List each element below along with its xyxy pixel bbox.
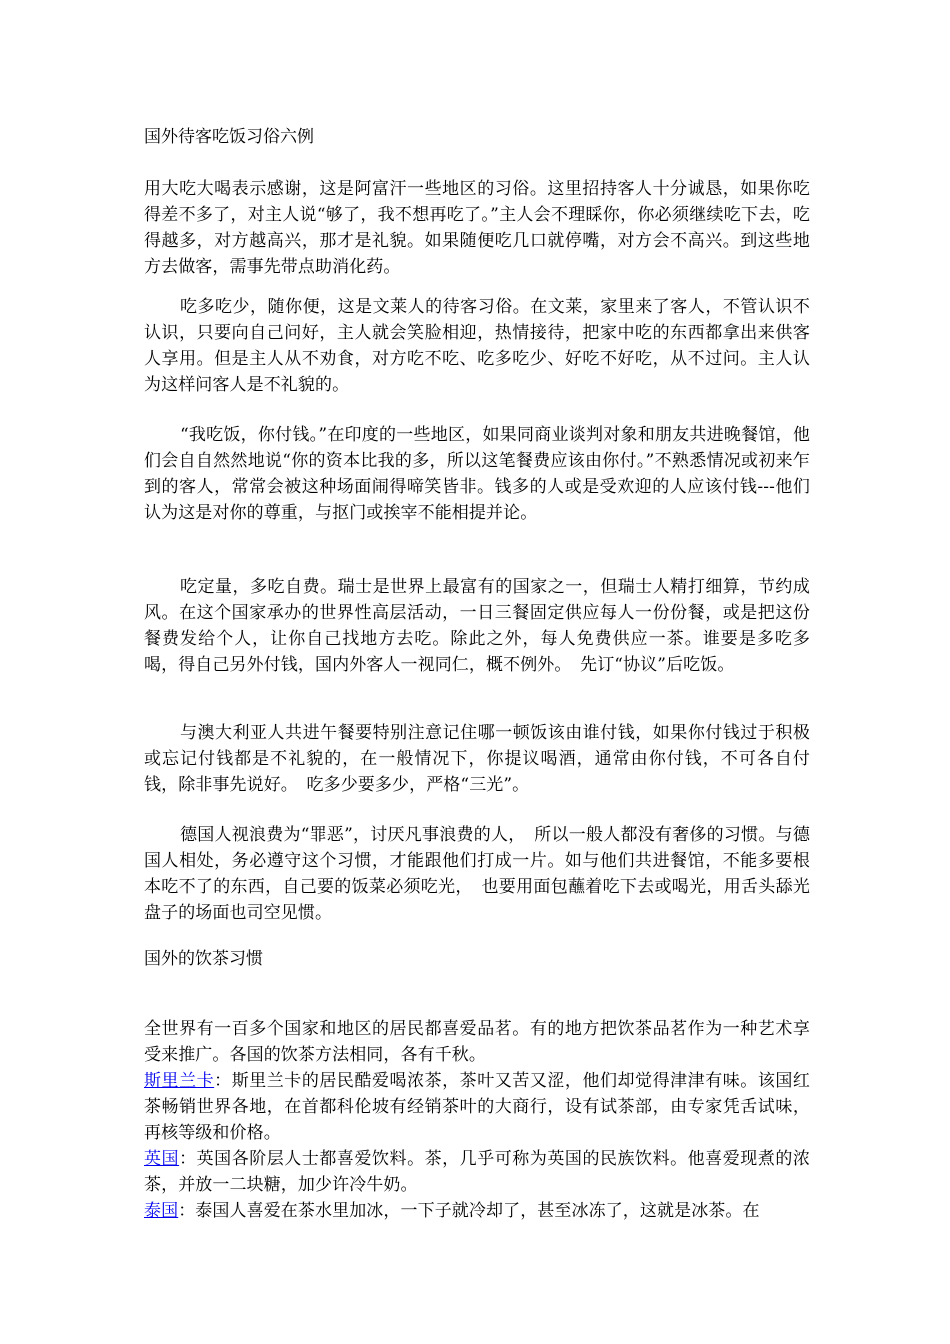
tea-item-thailand xyxy=(144,1198,810,1224)
paragraph-brunei: 吃多吃少，随你便，这是文莱人的待客习俗。在文莱，家里来了客人，不管认识不认识，只要向自己问好，主人就会笑脸相迎，热情接待，把家中吃的东西都拿出来供客人享用。但是主人从不劝食，对方吃不吃、吃多吃少、好吃不好吃，从不过问。主人认为这样问客人是不礼貌的。 xyxy=(144,297,810,395)
tea-item-sri-lanka xyxy=(144,1068,810,1146)
tea-item-text: ：斯里兰卡的居民酷爱喝浓茶，茶叶又苦又涩，他们却觉得津津有味。该国红茶畅销世界各地，在首都科伦坡有经销茶叶的大商行，设有试茶部，由专家凭舌试味，再核等级和价格。 xyxy=(144,1071,810,1143)
link-sri-lanka[interactable]: 斯里兰卡 xyxy=(144,1071,215,1091)
section-title-tea: 国外的饮茶习惯 xyxy=(144,949,263,969)
section-title-dining: 国外待客吃饭习俗六例 xyxy=(144,127,314,147)
paragraph-australia: 与澳大利亚人共进午餐要特别注意记住哪一顿饭该由谁付钱，如果你付钱过于积极或忘记付钱都是不礼貌的，在一般情况下，你提议喝酒，通常由你付钱，不可各自付钱，除非事先说好。 吃多少要多少，严格“三光”。 xyxy=(144,723,810,795)
link-thailand[interactable]: 泰国 xyxy=(144,1201,179,1221)
paragraph-germany: 德国人视浪费为“罪恶”，讨厌凡事浪费的人， 所以一般人都没有奢侈的习惯。与德国人相处，务必遵守这个习惯，才能跟他们打成一片。如与他们共进餐馆，不能多要根本吃不了的东西，自己要的饭菜必须吃光， 也要用面包蘸着吃下去或喝光，用舌头舔光盘子的场面也司空见惯。 xyxy=(144,825,810,923)
tea-intro: 全世界有一百多个国家和地区的居民都喜爱品茗。有的地方把饮茶品茗作为一种艺术享受来推广。各国的饮茶方法相同，各有千秋。 xyxy=(144,1019,810,1065)
paragraph-switzerland: 吃定量，多吃自费。瑞士是世界上最富有的国家之一，但瑞士人精打细算，节约成风。在这个国家承办的世界性高层活动，一日三餐固定供应每人一份份餐，或是把这份餐费发给个人，让你自己找地方去吃。除此之外，每人免费供应一茶。谁要是多吃多喝，得自己另外付钱，国内外客人一视同仁，概不例外。 先订“协议”后吃饭。 xyxy=(144,577,810,675)
tea-item-text: ：英国各阶层人士都喜爱饮料。茶，几乎可称为英国的民族饮料。他喜爱现煮的浓茶，并放一二块糖，加少许冷牛奶。 xyxy=(144,1149,810,1195)
link-uk[interactable]: 英国 xyxy=(144,1149,180,1169)
tea-item-text: ：泰国人喜爱在茶水里加冰，一下子就冷却了，甚至冰冻了，这就是冰茶。在 xyxy=(178,1201,760,1221)
tea-section xyxy=(144,1016,810,1224)
tea-item-uk xyxy=(144,1146,810,1198)
paragraph-india: “我吃饭，你付钱。”在印度的一些地区，如果同商业谈判对象和朋友共进晚餐馆，他们会自自然然地说“你的资本比我的多，所以这笔餐费应该由你付。”不熟悉情况或初来乍到的客人，常常会被这种场面闹得啼笑皆非。钱多的人或是受欢迎的人应该付钱---他们认为这是对你的尊重，与抠门或挨宰不能相提并论。 xyxy=(144,425,810,523)
paragraph-afghanistan: 用大吃大喝表示感谢，这是阿富汗一些地区的习俗。这里招持客人十分诚恳，如果你吃得差不多了，对主人说“够了，我不想再吃了。”主人会不理睬你，你必须继续吃下去，吃得越多，对方越高兴，那才是礼貌。如果随便吃几口就停嘴，对方会不高兴。到这些地方去做客，需事先带点助消化药。 xyxy=(144,179,810,277)
